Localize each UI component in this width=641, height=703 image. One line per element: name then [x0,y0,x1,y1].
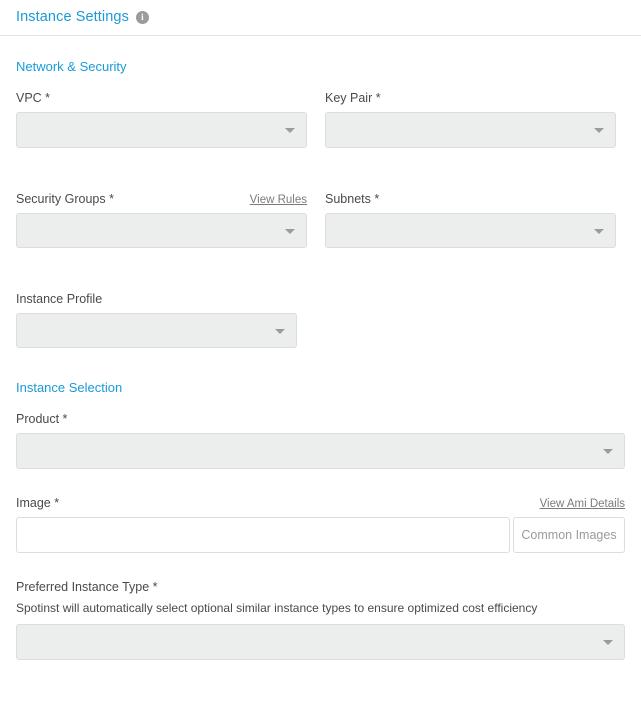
chevron-down-icon [603,449,613,454]
field-image [16,495,625,553]
page-title: Instance Settings [16,9,129,25]
instance-profile-select-value [17,314,296,323]
label-row-vpc [16,90,307,105]
row-security-groups-subnets [16,191,625,265]
image-input[interactable] [16,517,510,553]
subnets-select[interactable] [325,213,616,248]
label-vpc: VPC * [16,91,51,105]
label-subnets: Subnets * [325,192,380,206]
section-title-network-security: Network & Security [16,59,127,74]
chevron-down-icon [594,229,604,234]
chevron-down-icon [285,128,295,133]
product-select-value [17,434,624,443]
vpc-select[interactable] [16,112,307,148]
security-groups-select[interactable] [16,213,307,248]
preferred-instance-type-helper-text: Spotinst will automatically select optional similar instance types to ensure optimized cost efficiency [16,601,538,615]
chevron-down-icon [603,640,613,645]
field-security-groups [16,191,307,248]
label-instance-profile: Instance Profile [16,292,103,306]
label-security-groups: Security Groups * [16,192,114,206]
image-input-row [16,517,625,553]
image-input-wrap [16,517,510,553]
security-groups-select-value [17,214,306,223]
preferred-instance-type-select[interactable] [16,624,625,660]
label-row-key-pair [325,90,616,105]
field-product [16,411,625,469]
panel-header [0,0,641,36]
common-images-button[interactable]: Common Images [513,517,625,553]
label-row-product [16,411,625,426]
key-pair-select[interactable] [325,112,616,148]
preferred-instance-type-select-value [17,625,624,634]
instance-profile-select[interactable] [16,313,297,348]
label-row-preferred-instance-type [16,579,625,594]
view-rules-link[interactable]: View Rules [249,194,307,206]
label-row-image [16,495,625,510]
section-title-instance-selection: Instance Selection [16,380,123,395]
key-pair-select-value [326,113,615,122]
panel-content [0,59,641,660]
chevron-down-icon [594,128,604,133]
field-key-pair [325,90,616,148]
subnets-select-value [326,214,615,223]
chevron-down-icon [285,229,295,234]
label-key-pair: Key Pair * [325,91,381,105]
field-subnets [325,191,616,248]
label-row-instance-profile [16,291,625,306]
label-preferred-instance-type: Preferred Instance Type * [16,580,158,594]
info-icon[interactable]: i [136,11,149,24]
row-vpc-keypair [16,90,625,165]
product-select[interactable] [16,433,625,469]
vpc-select-value [17,113,306,122]
label-product: Product * [16,412,68,426]
label-image: Image * [16,496,60,510]
field-instance-profile [16,291,625,348]
view-ami-details-link[interactable]: View Ami Details [539,498,625,510]
field-vpc [16,90,307,148]
label-row-subnets [325,191,616,206]
label-row-security-groups [16,191,307,206]
field-preferred-instance-type [16,579,625,660]
chevron-down-icon [275,329,285,334]
